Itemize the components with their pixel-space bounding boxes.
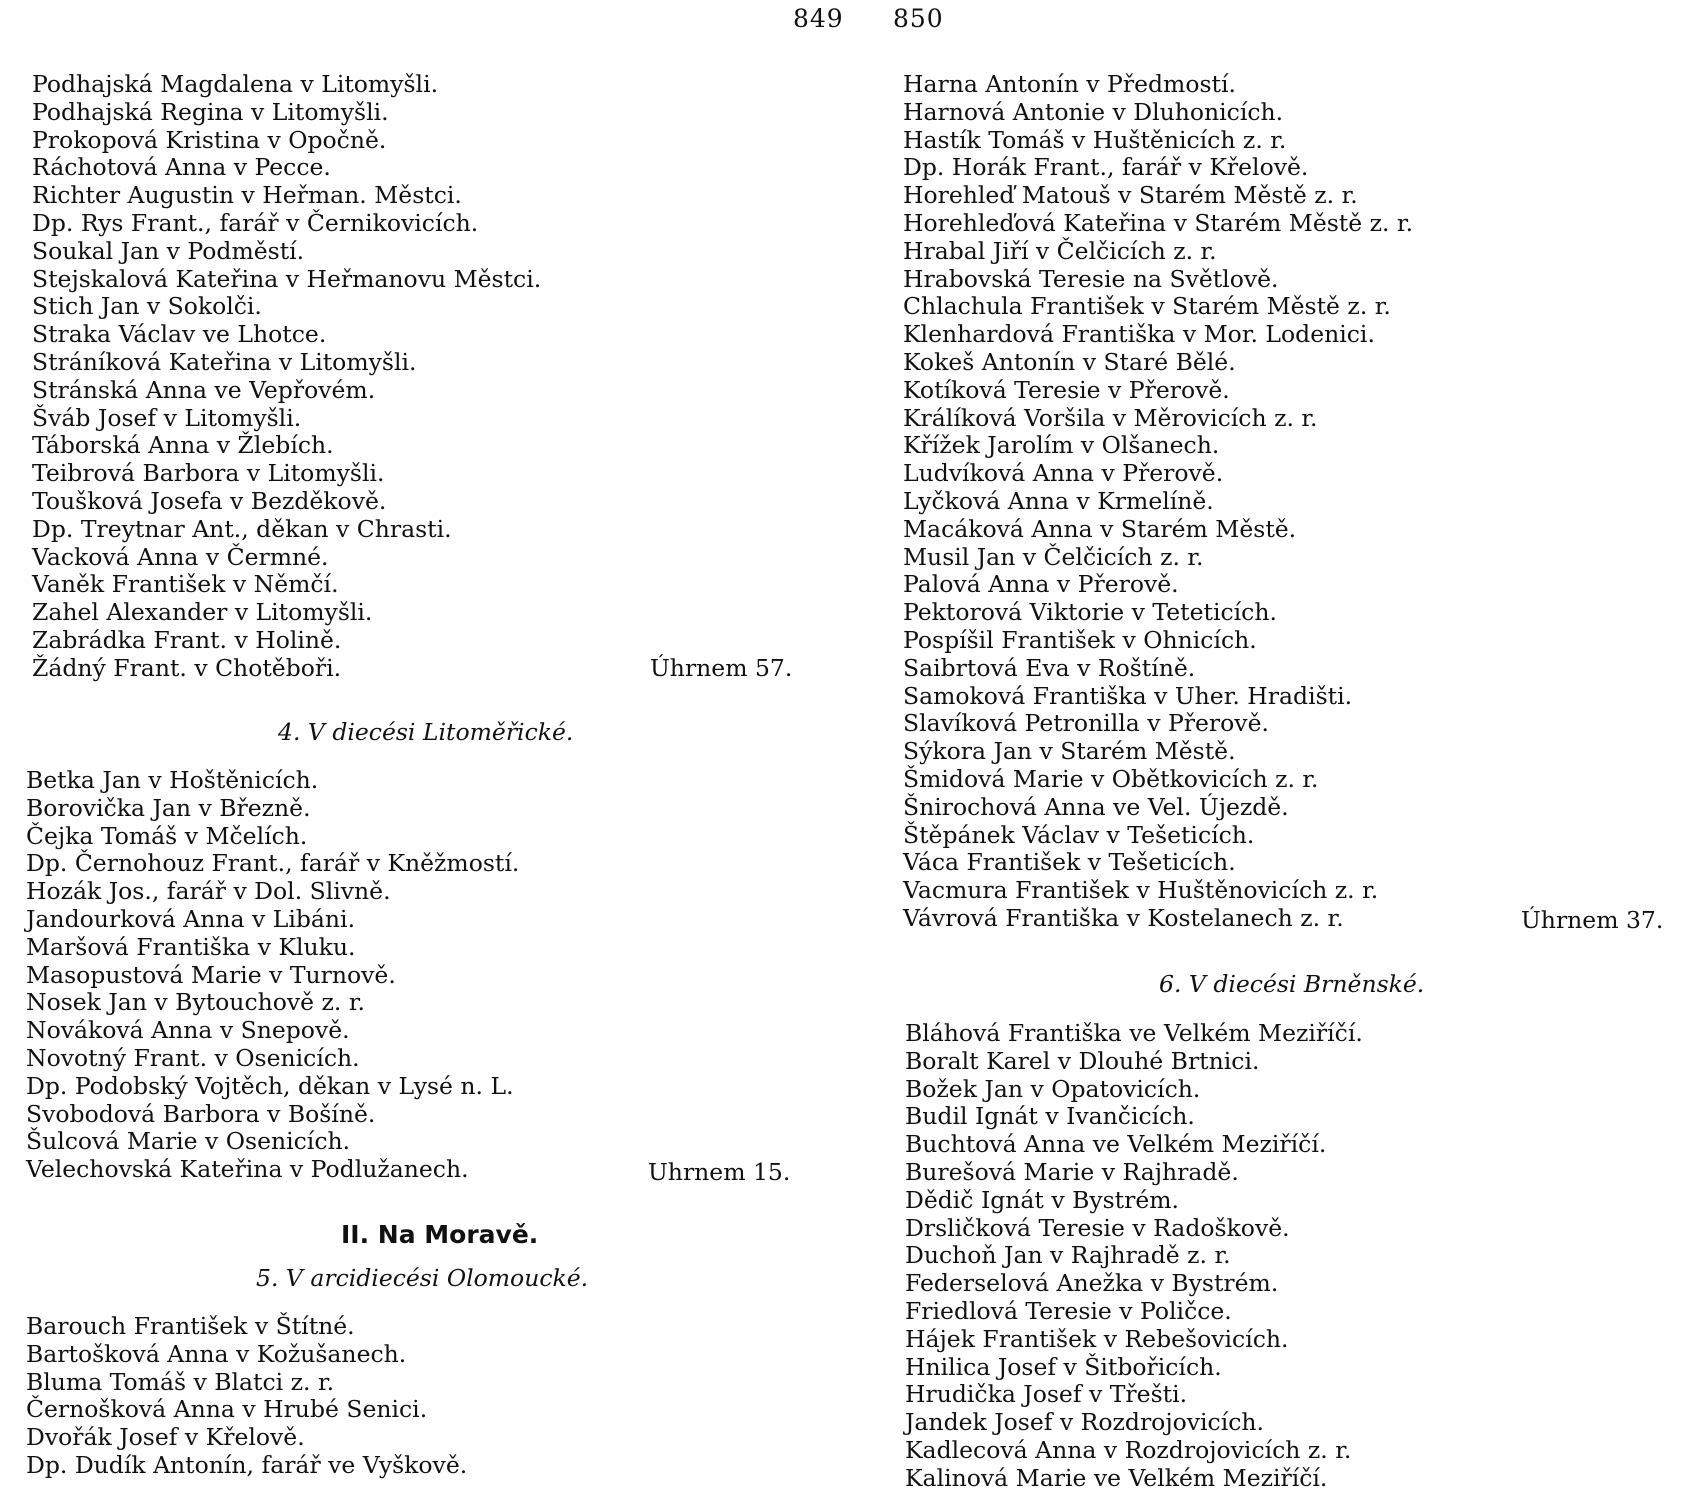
list-item: Vaněk František v Němčí. xyxy=(32,570,339,599)
list-item: Pektorová Viktorie v Teteticích. xyxy=(903,598,1277,627)
list-item: Saibrtová Eva v Roštíně. xyxy=(903,653,1196,682)
list-item: Šváb Josef v Litomyšli. xyxy=(32,403,302,432)
list-item: Teibrová Barbora v Litomyšli. xyxy=(32,459,385,488)
list-item: Stráníková Kateřina v Litomyšli. xyxy=(32,348,417,376)
list-item: Hozák Jos., farář v Dol. Slivně. xyxy=(26,877,391,906)
list-item: Betka Jan v Hoštěnicích. xyxy=(26,766,319,794)
list-item: Kokeš Antonín v Staré Bělé. xyxy=(903,348,1236,376)
list-item: Chlachula František v Starém Městě z. r. xyxy=(903,292,1391,321)
list-item: Ráchotová Anna v Pecce. xyxy=(32,153,331,182)
list-item: Šulcová Marie v Osenicích. xyxy=(26,1127,351,1156)
list-item: Slavíková Petronilla v Přerově. xyxy=(903,709,1269,738)
list-item: Federselová Anežka v Bystrém. xyxy=(905,1269,1279,1298)
list-item: Žádný Frant. v Chotěboři. xyxy=(32,653,342,682)
list-item: Sýkora Jan v Starém Městě. xyxy=(903,737,1236,766)
list-item: Novotný Frant. v Osenicích. xyxy=(26,1044,360,1072)
list-item: Harna Antonín v Předmostí. xyxy=(903,70,1236,98)
list-item: Dp. Rys Frant., farář v Černikovicích. xyxy=(32,209,479,237)
list-item: Kotíková Teresie v Přerově. xyxy=(903,375,1230,404)
list-item: Palová Anna v Přerově. xyxy=(903,570,1179,599)
total-label: Úhrnem 57. xyxy=(650,654,793,682)
list-item: Dvořák Josef v Křelově. xyxy=(26,1423,305,1452)
list-item: Dp. Horák Frant., farář v Křelově. xyxy=(903,153,1309,182)
list-item: Hrabovská Teresie na Světlově. xyxy=(903,264,1279,293)
list-item: Jandourková Anna v Libáni. xyxy=(26,905,356,933)
list-item: Budil Ignát v Ivančicích. xyxy=(905,1102,1195,1131)
list-item: Kadlecová Anna v Rozdrojovicích z. r. xyxy=(905,1436,1352,1464)
list-item: Lyčková Anna v Krmelíně. xyxy=(903,487,1214,515)
list-item: Bláhová Františka ve Velkém Meziříčí. xyxy=(905,1019,1363,1047)
list-item: Stránská Anna ve Vepřovém. xyxy=(32,375,376,404)
diocese-heading: 4. V diecési Litoměřické. xyxy=(278,718,574,746)
list-item: Soukal Jan v Podměstí. xyxy=(32,236,305,265)
list-item: Ludvíková Anna v Přerově. xyxy=(903,459,1224,488)
list-item: Prokopová Kristina v Opočně. xyxy=(32,125,387,154)
list-item: Vacmura František v Huštěnovicích z. r. xyxy=(903,876,1379,905)
list-item: Kalinová Marie ve Velkém Meziříčí. xyxy=(905,1463,1328,1492)
list-item: Burešová Marie v Rajhradě. xyxy=(905,1158,1239,1186)
list-item: Králíková Voršila v Měrovicích z. r. xyxy=(903,403,1318,432)
list-item: Horehleď Matouš v Starém Městě z. r. xyxy=(903,181,1358,210)
list-item: Hastík Tomáš v Huštěnicích z. r. xyxy=(903,125,1287,154)
diocese-heading: 5. V arcidiecési Olomoucké. xyxy=(256,1264,589,1292)
list-item: Čejka Tomáš v Mčelích. xyxy=(26,821,308,850)
list-item: Musil Jan v Čelčicích z. r. xyxy=(903,542,1204,571)
list-item: Podhajská Magdalena v Litomyšli. xyxy=(32,70,439,98)
list-item: Nosek Jan v Bytouchově z. r. xyxy=(26,988,365,1017)
total-label: Uhrnem 15. xyxy=(648,1158,791,1186)
list-item: Buchtová Anna ve Velkém Meziříčí. xyxy=(905,1130,1327,1159)
page-number-left: 849 xyxy=(793,4,844,33)
list-item: Stejskalová Kateřina v Heřmanovu Městci. xyxy=(32,264,542,293)
list-item: Friedlová Teresie v Poličce. xyxy=(905,1297,1232,1325)
list-item: Maršová Františka v Kluku. xyxy=(26,932,356,961)
list-item: Táborská Anna v Žlebích. xyxy=(32,431,334,460)
list-item: Šmidová Marie v Obětkovicích z. r. xyxy=(903,765,1319,793)
list-item: Váca František v Tešeticích. xyxy=(903,848,1236,877)
list-item: Vacková Anna v Čermné. xyxy=(32,542,329,571)
list-item: Stich Jan v Sokolči. xyxy=(32,292,262,321)
list-item: Drsličková Teresie v Radoškově. xyxy=(905,1213,1290,1242)
list-item: Jandek Josef v Rozdrojovicích. xyxy=(905,1408,1264,1437)
list-item: Štěpánek Václav v Tešeticích. xyxy=(903,820,1255,849)
list-item: Horehleďová Kateřina v Starém Městě z. r. xyxy=(903,209,1414,237)
list-item: Dp. Černohouz Frant., farář v Kněžmostí. xyxy=(26,849,520,878)
list-item: Hájek František v Rebešovicích. xyxy=(905,1324,1289,1353)
section-heading: II. Na Moravě. xyxy=(341,1220,539,1249)
list-item: Boralt Karel v Dlouhé Brtnici. xyxy=(905,1046,1260,1075)
list-item: Klenhardová Františka v Mor. Lodenici. xyxy=(903,320,1375,349)
page-number-right: 850 xyxy=(893,4,944,33)
list-item: Toušková Josefa v Bezděkově. xyxy=(32,487,387,515)
total-label: Úhrnem 37. xyxy=(1521,906,1664,934)
list-item: Macáková Anna v Starém Městě. xyxy=(903,514,1297,543)
list-item: Masopustová Marie v Turnově. xyxy=(26,960,396,989)
list-item: Svobodová Barbora v Bošíně. xyxy=(26,1099,376,1128)
list-item: Hnilica Josef v Šitbořicích. xyxy=(905,1352,1222,1381)
list-item: Pospíšil František v Ohnicích. xyxy=(903,626,1257,654)
list-item: Straka Václav ve Lhotce. xyxy=(32,320,327,349)
list-item: Zahel Alexander v Litomyšli. xyxy=(32,598,373,627)
list-item: Šnirochová Anna ve Vel. Újezdě. xyxy=(903,792,1289,821)
list-item: Borovička Jan v Březně. xyxy=(26,793,311,822)
list-item: Barouch František v Štítné. xyxy=(26,1312,355,1340)
list-item: Zabrádka Frant. v Holině. xyxy=(32,626,342,654)
list-item: Dp. Podobský Vojtěch, děkan v Lysé n. L. xyxy=(26,1071,514,1100)
list-item: Samoková Františka v Uher. Hradišti. xyxy=(903,681,1353,710)
list-item: Bartošková Anna v Kožušanech. xyxy=(26,1339,407,1368)
list-item: Bluma Tomáš v Blatci z. r. xyxy=(26,1367,335,1396)
list-item: Křížek Jarolím v Olšanech. xyxy=(903,431,1220,460)
list-item: Harnová Antonie v Dluhonicích. xyxy=(903,97,1284,126)
list-item: Nováková Anna v Snepově. xyxy=(26,1016,350,1045)
list-item: Hrabal Jiří v Čelčicích z. r. xyxy=(903,236,1217,265)
list-item: Podhajská Regina v Litomyšli. xyxy=(32,97,389,126)
list-item: Vávrová Františka v Kostelanech z. r. xyxy=(903,904,1344,932)
list-item: Dědič Ignát v Bystrém. xyxy=(905,1185,1180,1214)
list-item: Božek Jan v Opatovicích. xyxy=(905,1074,1201,1103)
list-item: Duchoň Jan v Rajhradě z. r. xyxy=(905,1241,1231,1270)
list-item: Dp. Treytnar Ant., děkan v Chrasti. xyxy=(32,514,452,543)
list-item: Hrudička Josef v Třešti. xyxy=(905,1380,1188,1409)
list-item: Richter Augustin v Heřman. Městci. xyxy=(32,181,462,210)
list-item: Dp. Dudík Antonín, farář ve Vyškově. xyxy=(26,1451,468,1479)
list-item: Velechovská Kateřina v Podlužanech. xyxy=(26,1155,469,1184)
list-item: Černošková Anna v Hrubé Senici. xyxy=(26,1395,428,1424)
diocese-heading: 6. V diecési Brněnské. xyxy=(1159,970,1425,998)
